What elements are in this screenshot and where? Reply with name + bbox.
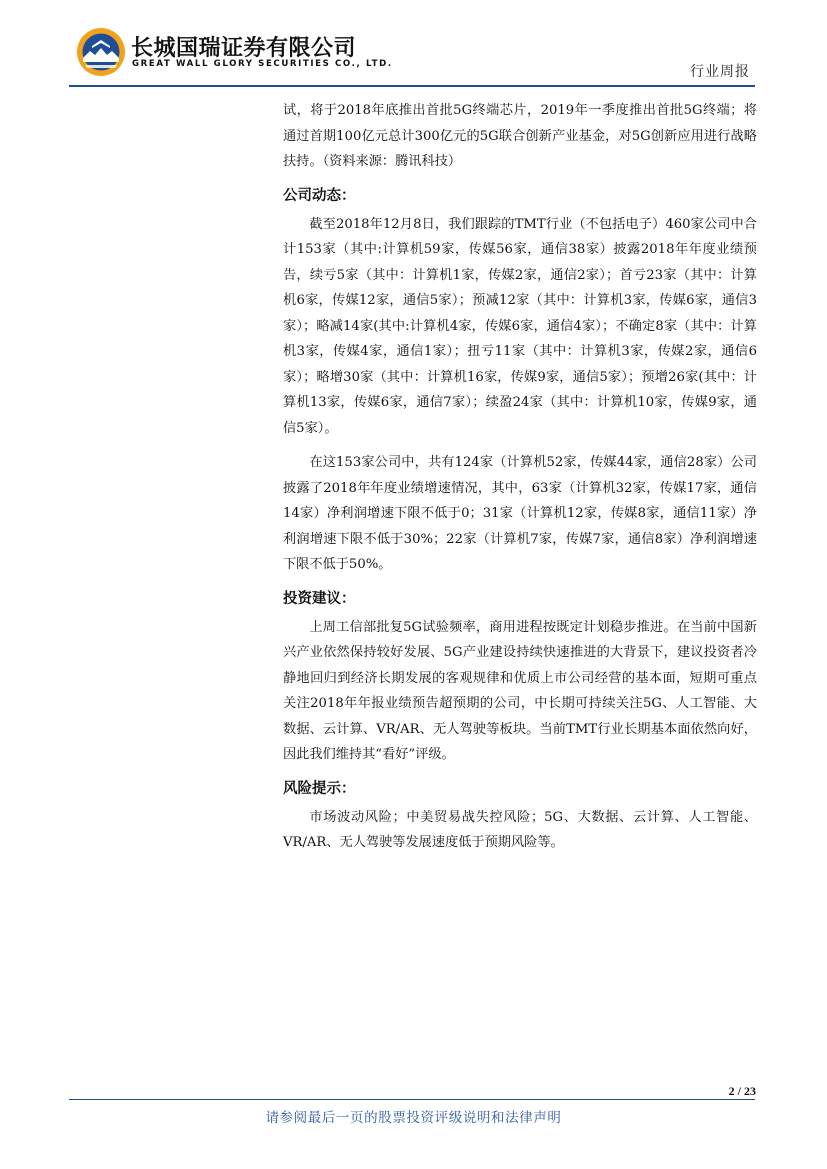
page-number: 2 / 23 <box>728 1084 756 1098</box>
company-paragraph-2: 在这153家公司中，共有124家（计算机52家，传媒44家，通信28家）公司披露了2018年年度业绩增速情况，其中，63家（计算机32家，传媒17家，通信14家）净利润增速下限不低于0；31家（计算机12家，传媒8家，通信11家）净利润增速下限不低于30%；22家（计算机7家，传媒7家，通信8家）净利润增速下限不低于50%。 <box>283 455 757 572</box>
risk-paragraph: 市场波动风险；中美贸易战失控风险；5G、大数据、云计算、人工智能、VR/AR、无人驾驶等发展速度低于预期风险等。 <box>283 809 757 850</box>
invest-paragraph: 上周工信部批复5G试验频率，商用进程按既定计划稳步推进。在当前中国新兴产业依然保持较好发展、5G产业建设持续快速推进的大背景下，建议投资者冷静地回归到经济长期发展的客观规律和优质上市公司经营的基本面，短期可重点关注2018年年报业绩预告超预期的公司，中长期可持续关注5G、人工智能、大数据、云计算、VR/AR、无人驾驶等板块。当前TMT行业长期基本面依然向好，因此我们维持其“看好”评级。 <box>283 619 757 762</box>
section-title-invest: 投资建议： <box>283 590 356 607</box>
report-body <box>283 98 757 856</box>
great-wall-glory-logo-icon <box>76 27 126 77</box>
company-paragraph-1: 截至2018年12月8日，我们跟踪的TMT行业（不包括电子）460家公司中合计153家（其中:计算机59家，传媒56家，通信38家）披露2018年年度业绩预告，续亏5家（其中：计算机1家，传媒2家，通信2家）；首亏23家（其中：计算机6家，传媒12家，通信5家）；预减12家（其中：计算机3家，传媒6家，通信3家）；略减14家(其中:计算机4家，传媒6家，通信4家）；不确定8家（其中：计算机3家，传媒4家，通信1家）；扭亏11家（其中：计算机3家，传媒2家，通信6家）；略增30家（其中：计算机16家，传媒9家，通信5家）；预增26家(其中：计算机13家，传媒6家，通信7家）；续盈24家（其中：计算机10家，传媒9家，通信5家）。 <box>283 216 757 436</box>
company-name-cn: 长城国瑞证券有限公司 <box>131 36 357 61</box>
intro-paragraph: 试，将于2018年底推出首批5G终端芯片，2019年一季度推出首批5G终端；将通过首期100亿元总计300亿元的5G联合创新产业基金，对5G创新应用进行战略扶持。（资料来源：腾讯科技） <box>283 103 757 169</box>
page-header <box>0 0 827 90</box>
footer-divider <box>69 1099 755 1100</box>
header-divider <box>69 85 755 87</box>
footer-disclaimer: 请参阅最后一页的股票投资评级说明和法律声明 <box>265 1110 562 1126</box>
company-name-en: GREAT WALL GLORY SECURITIES CO., LTD. <box>132 59 393 69</box>
section-title-risk: 风险提示： <box>283 780 356 797</box>
report-type-label: 行业周报 <box>690 64 750 80</box>
section-title-company: 公司动态： <box>283 187 356 204</box>
